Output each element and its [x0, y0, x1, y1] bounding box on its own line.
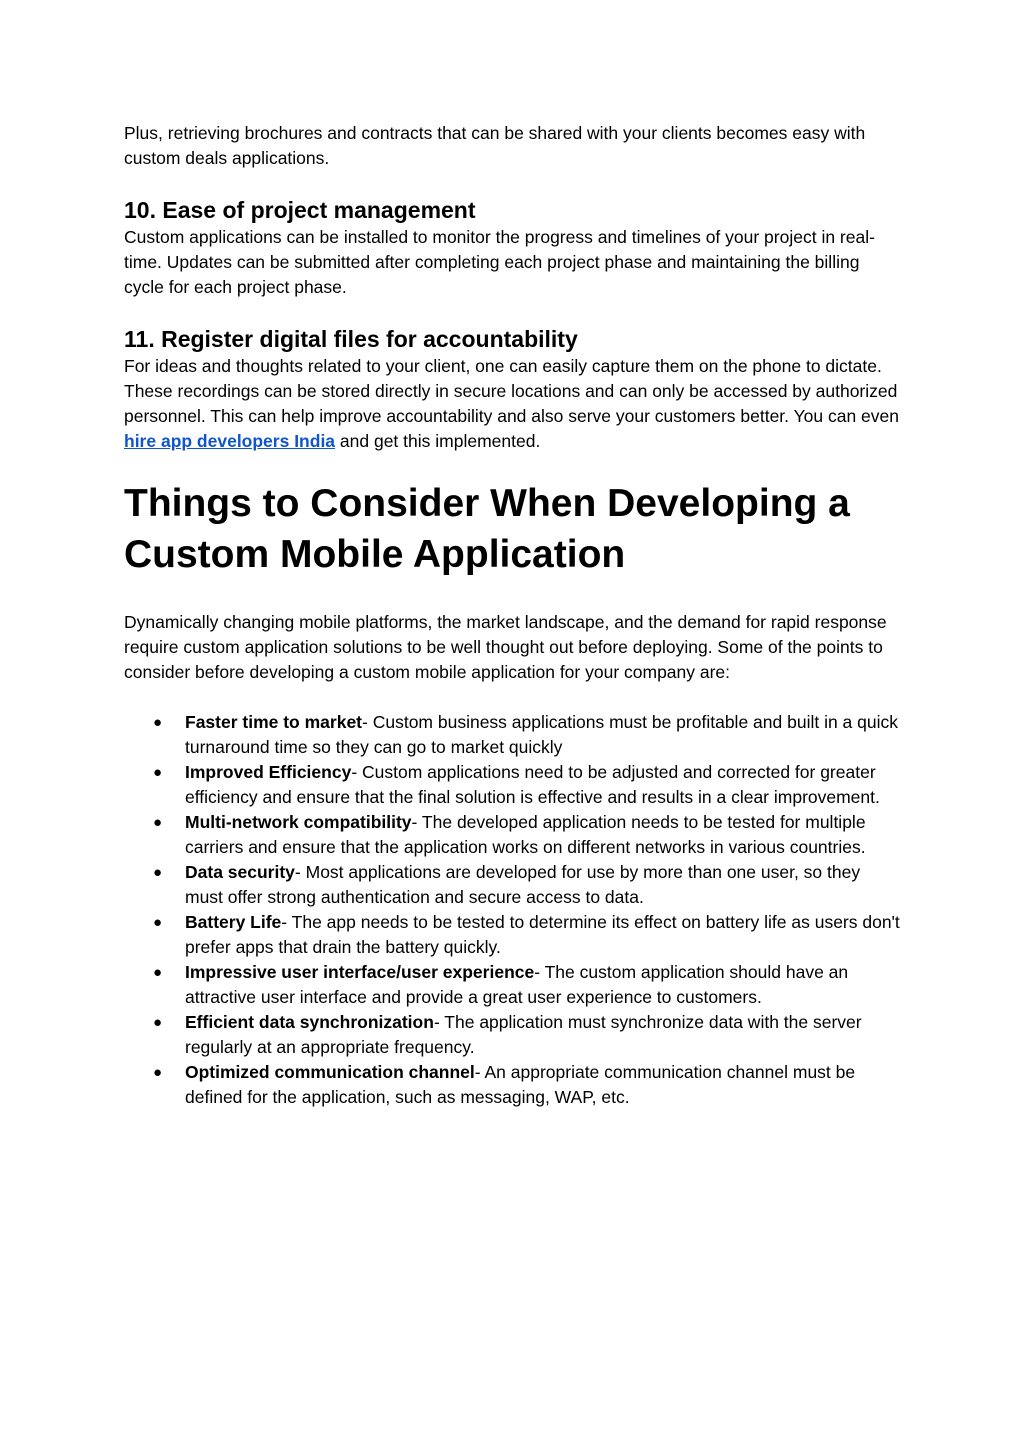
item-term: Efficient data synchronization — [185, 1012, 434, 1032]
item-text: - Custom applications need to be adjusted and corrected for greater efficiency and ensure that the final solution is effective and results in a clear improvement. — [185, 762, 880, 807]
item-text: - Custom business applications must be profitable and built in a quick turnaround time so they can go to market quickly — [185, 712, 898, 757]
bullet-icon: ● — [153, 764, 163, 781]
section-11-body-text: For ideas and thoughts related to your client, one can easily capture them on the phone to dictate. These recordings can be stored directly in secure locations and can only be accessed by authorized personnel. This can help improve accountability and also serve your customers better. You can even — [124, 356, 899, 426]
bullet-icon: ● — [153, 964, 163, 981]
section-11-body-end: and get this implemented. — [335, 431, 541, 451]
document-page — [124, 121, 900, 1110]
list-item — [124, 710, 900, 760]
list-item — [124, 860, 900, 910]
item-text: - Most applications are developed for use by more than one user, so they must offer strong authentication and secure access to data. — [185, 862, 861, 907]
item-text: - The app needs to be tested to determine its effect on battery life as users don't prefer apps that drain the battery quickly. — [185, 912, 900, 957]
list-item — [124, 910, 900, 960]
lead-paragraph: Dynamically changing mobile platforms, the market landscape, and the demand for rapid response require custom application solutions to be well thought out before deploying. Some of the points to consider before developing a custom mobile application for your company are: — [124, 612, 887, 682]
bullet-icon: ● — [153, 814, 163, 831]
item-term: Optimized communication channel — [185, 1062, 475, 1082]
item-term: Battery Life — [185, 912, 282, 932]
item-term: Faster time to market — [185, 712, 363, 732]
list-item — [124, 760, 900, 810]
bullet-icon: ● — [153, 714, 163, 731]
item-term: Improved Efficiency — [185, 762, 352, 782]
item-text: - The custom application should have an attractive user interface and provide a great user experience to customers. — [185, 962, 849, 1007]
intro-paragraph: Plus, retrieving brochures and contracts that can be shared with your clients becomes easy with custom deals applications. — [124, 123, 866, 168]
list-item — [124, 960, 900, 1010]
bullet-icon: ● — [153, 1014, 163, 1031]
item-term: Multi-network compatibility — [185, 812, 412, 832]
considerations-list — [124, 710, 900, 1110]
bullet-icon: ● — [153, 864, 163, 881]
item-text: - An appropriate communication channel must be defined for the application, such as messaging, WAP, etc. — [185, 1062, 856, 1107]
item-text: - The developed application needs to be tested for multiple carriers and ensure that the application works on different networks in various countries. — [185, 812, 866, 857]
item-term: Impressive user interface/user experience — [185, 962, 535, 982]
section-10-heading: 10. Ease of project management — [124, 197, 476, 223]
item-term: Data security — [185, 862, 295, 882]
list-item — [124, 1010, 900, 1060]
section-11-heading: 11. Register digital files for accountability — [124, 326, 578, 352]
section-10-body: Custom applications can be installed to monitor the progress and timelines of your project in real-time. Updates can be submitted after completing each project phase and maintaining the billing cycle for each project phase. — [124, 227, 875, 297]
list-item — [124, 1060, 900, 1110]
hire-app-developers-link[interactable]: hire app developers India — [124, 431, 336, 451]
section-11-body — [124, 354, 900, 454]
bullet-icon: ● — [153, 1064, 163, 1081]
main-heading: Things to Consider When Developing a Custom Mobile Application — [124, 482, 850, 576]
list-item — [124, 810, 900, 860]
item-text: - The application must synchronize data with the server regularly at an appropriate frequency. — [185, 1012, 862, 1057]
bullet-icon: ● — [153, 914, 163, 931]
